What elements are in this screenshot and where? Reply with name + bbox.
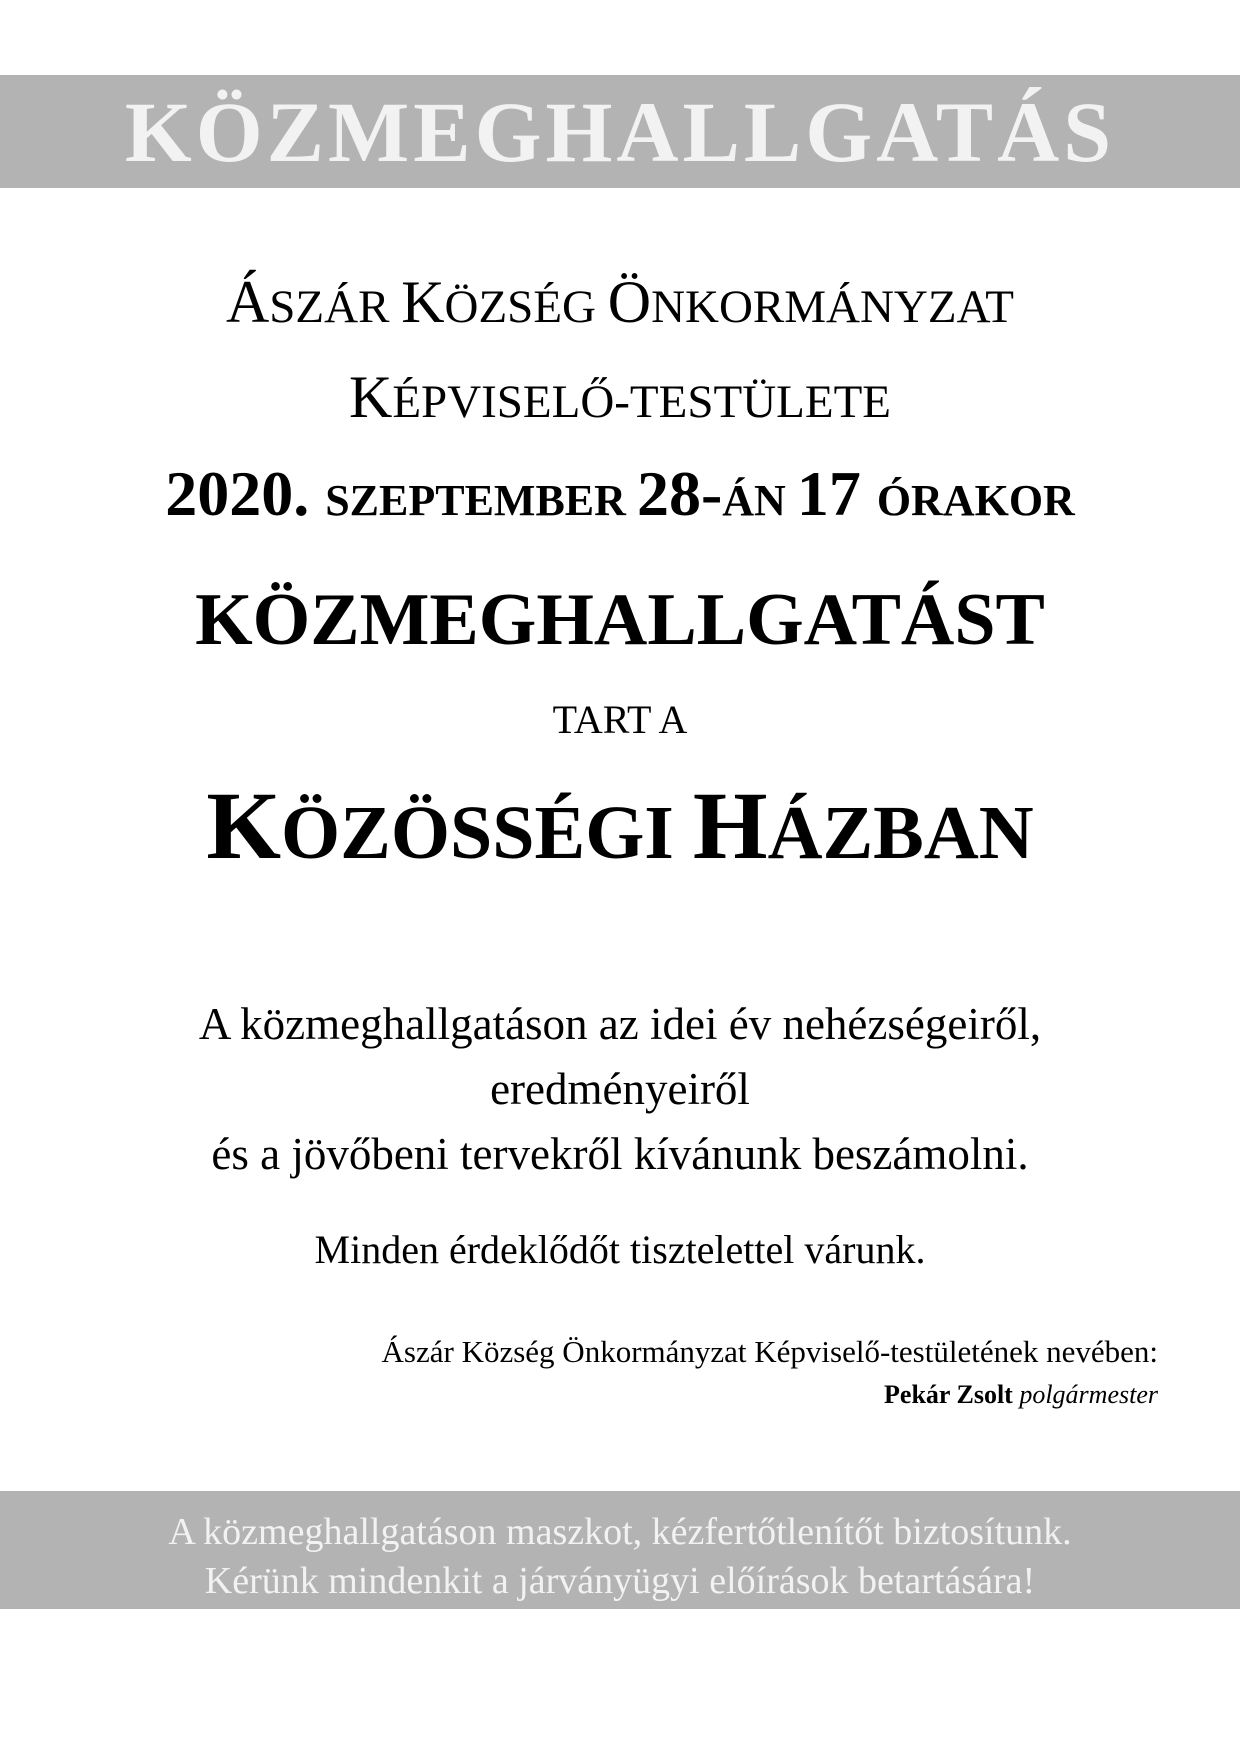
top-banner — [0, 75, 1240, 188]
body-line-2: eredményeiről — [490, 1064, 750, 1114]
notice-line-2: Kérünk mindenkit a járványügyi előírások betartására! — [204, 1560, 1036, 1602]
notice-banner — [0, 1491, 1240, 1609]
signature-organization: Ászár Község Önkormányzat Képviselő-testületének nevében: — [381, 1334, 1158, 1369]
welcome-text: Minden érdeklődőt tisztelettel várunk. — [314, 1227, 926, 1272]
organizer-line-1: ÁSZÁR KÖZSÉG ÖNKORMÁNYZAT — [225, 269, 1015, 335]
connector-text: TART A — [552, 697, 688, 742]
banner-title: KÖZMEGHALLGATÁS — [124, 83, 1116, 180]
signature-name: Pekár Zsolt — [884, 1380, 1013, 1409]
body-line-1: A közmeghallgatáson az idei év nehézségeiről, — [198, 999, 1042, 1049]
body-line-3: és a jövőbeni tervekről kívánunk beszámolni. — [211, 1129, 1029, 1179]
venue-title: KÖZÖSSÉGI HÁZBAN — [206, 772, 1034, 879]
event-title: KÖZMEGHALLGATÁST — [195, 579, 1045, 661]
organizer-line-2: KÉPVISELŐ-TESTÜLETE — [349, 364, 891, 430]
signature-line — [884, 1382, 1158, 1408]
signature-title: polgármester — [1019, 1380, 1158, 1409]
date-time-line: 2020. SZEPTEMBER 28-ÁN 17 ÓRAKOR — [165, 458, 1075, 529]
notice-line-1: A közmeghallgatáson maszkot, kézfertőtlenítőt biztosítunk. — [168, 1511, 1072, 1553]
